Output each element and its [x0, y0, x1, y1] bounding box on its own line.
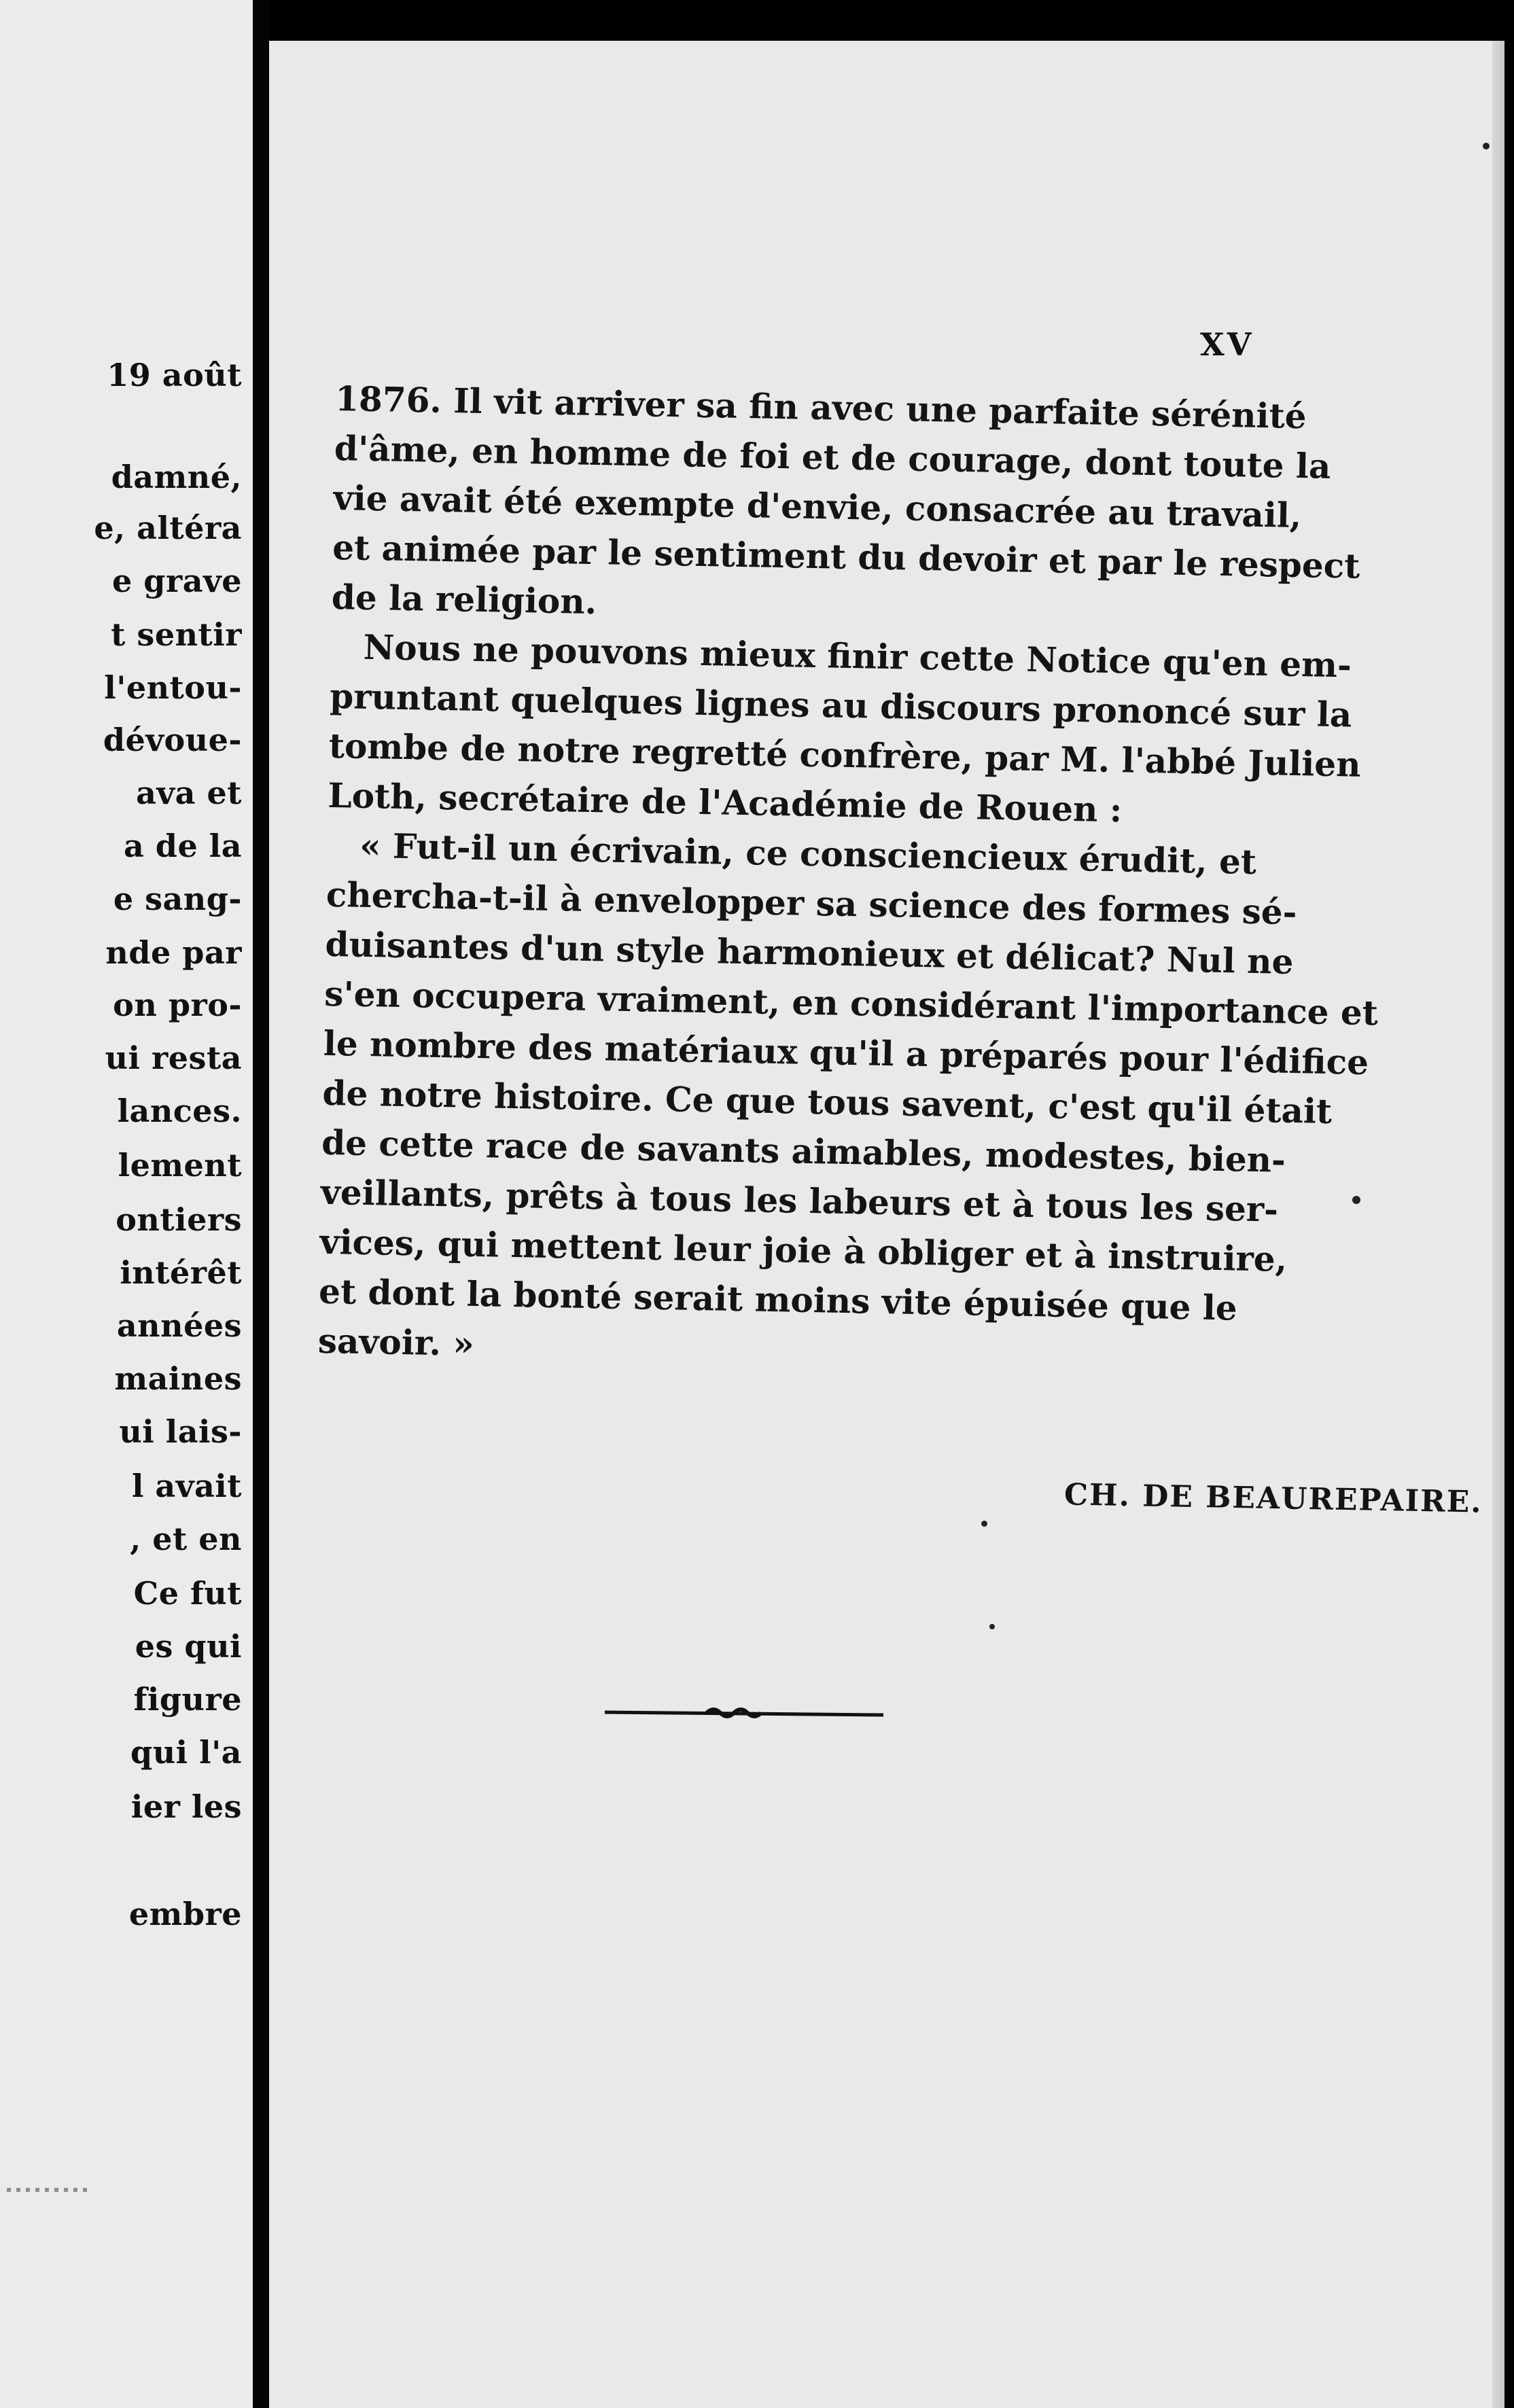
scan-noise — [7, 2188, 88, 2192]
left-page-line: l avait — [131, 1468, 242, 1504]
left-page-line: e grave — [112, 563, 242, 599]
left-page-line: qui l'a — [130, 1734, 242, 1771]
left-page-line: figure — [133, 1681, 242, 1718]
body-line: d'âme, en homme de foi et de courage, dont toute la — [334, 427, 1331, 486]
body-line: de cette race de savants aimables, modestes, bien- — [321, 1122, 1286, 1180]
author-signature: CH. DE BEAUREPAIRE. — [1063, 1477, 1483, 1520]
left-page-line: dévoue- — [103, 722, 242, 758]
page-number: XV — [1200, 326, 1254, 363]
book-gutter — [253, 0, 269, 2408]
body-line: « Fut-il un écrivain, ce consciencieux érudit, et — [359, 825, 1257, 882]
left-page-line: l'entou- — [104, 669, 242, 706]
scan-speck — [989, 1624, 995, 1629]
left-page-line: es qui — [135, 1628, 242, 1665]
body-line: et dont la bonté serait moins vite épuisée que le — [318, 1271, 1238, 1328]
body-line: duisantes d'un style harmonieux et délicat? Nul ne — [325, 923, 1294, 982]
body-line: s'en occupera vraiment, en considérant l'importance et — [323, 973, 1379, 1033]
left-page-line: e, altéra — [94, 510, 242, 546]
body-line: 1876. Il vit arriver sa fin avec une parfaite sérénité — [334, 378, 1307, 437]
left-page-line: intérêt — [120, 1254, 242, 1291]
body-line: vie avait été exempte d'envie, consacrée au travail, — [333, 477, 1302, 536]
body-line: Loth, secrétaire de l'Académie de Rouen : — [328, 775, 1123, 830]
book-page — [269, 41, 1504, 2408]
left-page-line: 19 août — [107, 357, 242, 393]
body-line: veillants, prêts à tous les labeurs et à tous les ser- — [320, 1171, 1279, 1230]
left-page-line: ui lais- — [119, 1413, 242, 1450]
left-page-line: ontiers — [116, 1201, 242, 1238]
left-page-line: lances. — [117, 1093, 242, 1129]
body-line: tombe de notre regretté confrère, par M. l'abbé Julien — [328, 725, 1362, 785]
scan-speck — [1352, 1196, 1360, 1204]
left-page-line: nde par — [105, 934, 242, 971]
body-line: vices, qui mettent leur joie à obliger et à instruire, — [319, 1221, 1288, 1279]
scan-speck — [981, 1521, 987, 1527]
body-text — [317, 374, 1379, 1382]
scan-speck — [1483, 143, 1490, 149]
body-line: et animée par le sentiment du devoir et par le respect — [332, 527, 1360, 586]
left-page-line: maines — [114, 1360, 242, 1397]
body-line: pruntant quelques lignes au discours prononcé sur la — [329, 675, 1352, 735]
left-page-line: ui resta — [105, 1040, 242, 1076]
left-page-line: ier les — [130, 1788, 242, 1825]
body-line: le nombre des matériaux qu'il a préparés pour l'édifice — [323, 1023, 1369, 1083]
body-line: Nous ne pouvons mieux finir cette Notice qu'en em- — [363, 626, 1352, 686]
left-page-line: années — [116, 1307, 242, 1344]
left-page-line: on pro- — [113, 987, 242, 1023]
left-page-line: ava et — [136, 775, 242, 811]
body-line: de la religion. — [331, 576, 597, 622]
left-page-line: damné, — [111, 459, 242, 495]
body-line: savoir. » — [317, 1320, 475, 1364]
previous-page-fragment — [0, 0, 253, 2408]
left-page-line: a de la — [123, 828, 242, 864]
body-line: de notre histoire. Ce que tous savent, c'est qu'il était — [322, 1072, 1333, 1132]
left-page-line: e sang- — [113, 881, 242, 917]
left-page-line: t sentir — [111, 616, 242, 653]
left-page-line: lement — [118, 1147, 242, 1184]
body-line: chercha-t-il à envelopper sa science des formes sé- — [325, 874, 1297, 933]
left-page-line: embre — [128, 1896, 242, 1932]
left-page-line: Ce fut — [133, 1575, 242, 1612]
left-page-line: , et en — [130, 1521, 242, 1557]
tailpiece-rule-icon — [605, 1702, 883, 1722]
